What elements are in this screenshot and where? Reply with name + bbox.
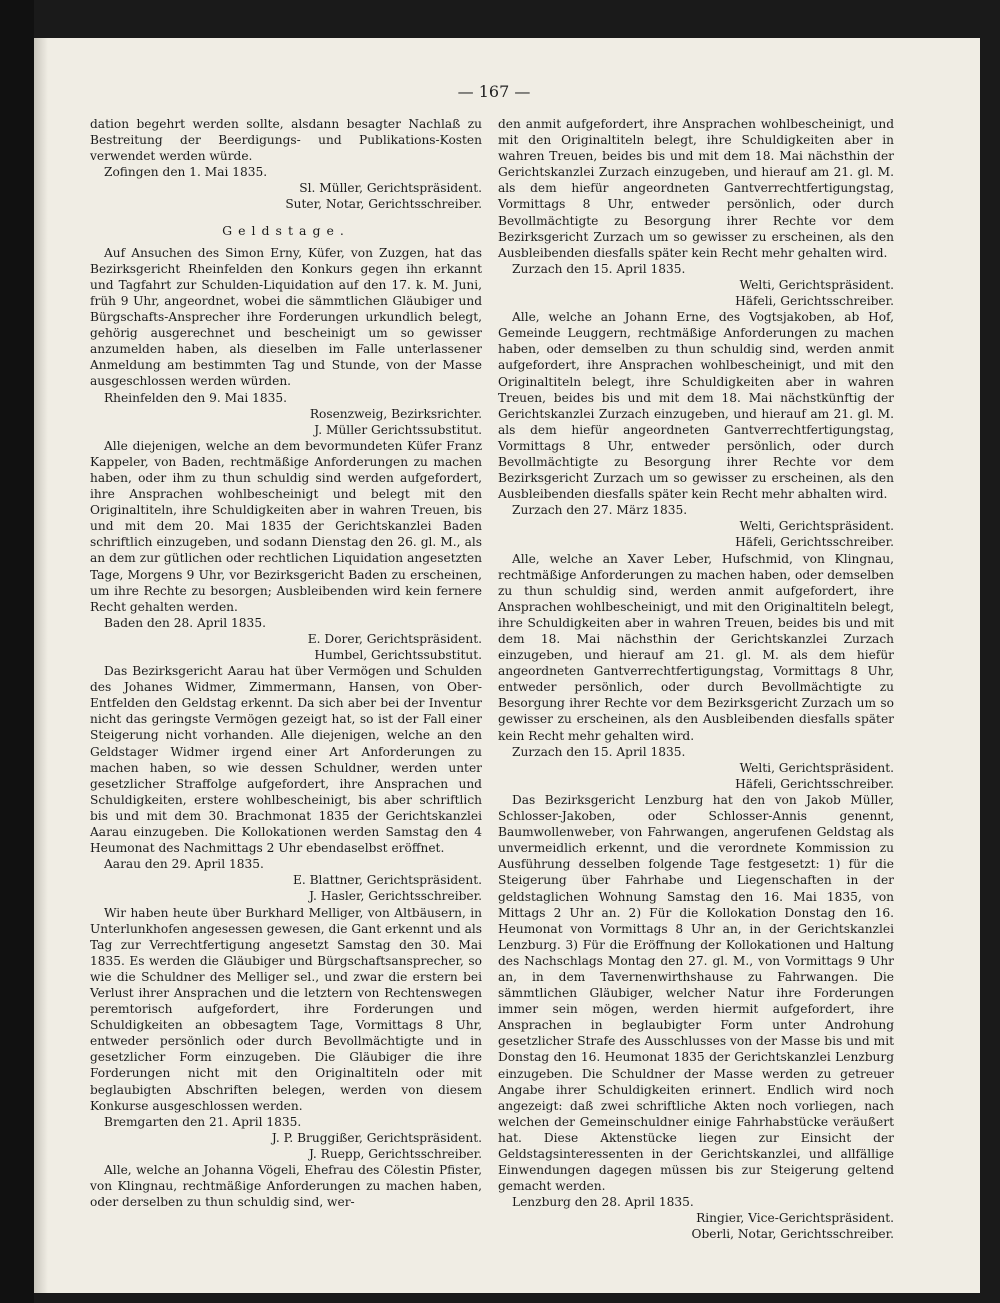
notice-date: Lenzburg den 28. April 1835.: [512, 1195, 694, 1210]
notice-date: Rheinfelden den 9. Mai 1835.: [104, 390, 287, 405]
intro-signature-1: Sl. Müller, Gerichtspräsident.: [299, 181, 482, 196]
notice-signature: Welti, Gerichtspräsident.: [739, 277, 894, 292]
left-column: [90, 116, 482, 1210]
intro-signature-2: Suter, Notar, Gerichtsschreiber.: [285, 197, 482, 212]
notice-signature: Rosenzweig, Bezirksrichter.: [309, 406, 482, 421]
notice-signature: Oberli, Notar, Gerichtsschreiber.: [691, 1227, 894, 1242]
notice-signature: E. Dorer, Gerichtspräsident.: [307, 631, 482, 646]
notice-paragraph: Alle, welche an Johanna Vögeli, Ehefrau des Cölestin Pfister, von Klingnau, rechtmäßige Anforderungen zu machen haben, oder derselben zu thun schuldig sind, wer-: [90, 1163, 482, 1210]
notice-date: Zurzach den 15. April 1835.: [512, 261, 686, 276]
intro-paragraph: dation begehrt werden sollte, alsdann besagter Nachlaß zu Bestreitung der Beerdigungs- und Publikations-Kosten verwendet werden würde.: [90, 117, 482, 164]
intro-date: Zofingen den 1. Mai 1835.: [104, 165, 268, 180]
notice-signature: Ringier, Vice-Gerichtspräsident.: [696, 1211, 894, 1226]
notice-date: Bremgarten den 21. April 1835.: [104, 1114, 302, 1129]
notice-paragraph: den anmit aufgefordert, ihre Ansprachen wohlbescheinigt, und mit den Originaltiteln belegt, ihre Schuldigkeiten aber in wahren Treuen, beides bis und mit dem 18. Mai nächsthin der Gerichtskanzlei Zurzach einzugeben, und hierauf am 21. gl. M. als dem hiefür angeordneten Gantverrechtfertigungstag, Vormittags 8 Uhr, entweder persönlich, oder durch Bevollmächtigte zu Besorgung ihrer Rechte vor dem Bezirksgericht Zurzach um so gewisser zu erscheinen, als den Ausbleibenden diesfalls später kein Recht mehr gehalten wird.: [498, 117, 894, 260]
notice-signature: J. Ruepp, Gerichtsschreiber.: [308, 1146, 482, 1161]
notice-paragraph: Das Bezirksgericht Lenzburg hat den von Jakob Müller, Schlosser-Jakoben, oder Schlosser-Annis genennt, Baumwollenweber, von Fahrwangen, angerufenen Geldstag als unvermeidlich erkennt, und die verordnete Kommission zu Ausführung desselben folgende Tage festgesetzt: 1) für die Steigerung über Fahrhabe und Liegenschaften in der geldstaglichen Wohnung Samstag den 16. Mai 1835, von Mittags 2 Uhr an. 2) Für die Kollokation Donstag den 16. Heumonat von Vormittags 8 Uhr an, in der Gerichtskanzlei Lenzburg. 3) Für die Eröffnung der Kollokationen und Haltung des Nachschlags Montag den 27. gl. M., von Vormittags 9 Uhr an, in dem Tavernenwirthshause zu Fahrwangen. Die sämmtlichen Gläubiger, welcher Natur ihre Forderungen immer sein mögen, werden hiermit aufgefordert, ihre Ansprachen in beglaubigter Form unter Androhung gesetzlicher Strafe des Ausschlusses von der Masse bis und mit Donstag den 16. Heumonat 1835 der Gerichtskanzlei Lenzburg einzugeben. Die Schuldner der Masse werden zu getreuer Angabe ihrer Schuldigkeiten erinnert. Endlich wird noch angezeigt: daß zwei schriftliche Akten noch vorliegen, nach welchen der Gemeinschuldner einige Fahrhabstücke veräußert hat. Diese Aktenstücke liegen zur Einsicht der Geldstagsinteressenten in der Gerichtskanzlei, und allfällige Einwendungen dagegen müssen bis zur Steigerung geltend gemacht werden.: [498, 792, 894, 1194]
notice-paragraph: Wir haben heute über Burkhard Melliger, von Altbäusern, in Unterlunkhofen angesessen gewesen, die Gant erkennt und als Tag zur Verrechtfertigung angesetzt Samstag den 30. Mai 1835. Es werden die Gläubiger und Bürgschaftsansprecher, so wie die Schuldner des Melliger sel., und zwar die erstern bei Verlust ihrer Ansprachen und die letztern von Rechtenswegen peremtorisch aufgefordert, ihre Forderungen und Schuldigkeiten an obbesagtem Tage, Vormittags 8 Uhr, entweder persönlich oder durch Bevollmächtigte und in gesetzlicher Form einzugeben. Die Gläubiger die ihre Forderungen nicht mit den Originaltiteln oder mit beglaubigten Abschriften belegen, werden von diesem Konkurse ausgeschlossen werden.: [90, 905, 482, 1113]
notice-date: Baden den 28. April 1835.: [104, 615, 266, 630]
scan-background: [0, 0, 34, 1303]
right-column: [498, 116, 894, 1243]
section-heading: Geldstage.: [222, 222, 350, 238]
notice-signature: Humbel, Gerichtssubstitut.: [314, 648, 482, 662]
page-fold-shadow: [34, 38, 48, 1293]
notice-date: Zurzach den 27. März 1835.: [512, 503, 688, 518]
notice-paragraph: Das Bezirksgericht Aarau hat über Vermögen und Schulden des Johanes Widmer, Zimmermann, Hansen, von Ober-Entfelden den Geldstag erkennt. Da sich aber bei der Inventur nicht das geringste Vermögen gezeigt hat, so ist der Fall einer Steigerung nicht vorhanden. Alle diejenigen, welche an den Geldstager Widmer irgend einer Art Anforderungen zu machen haben, so wie dessen Schuldner, werden unter gesetzlicher Straffolge aufgefordert, ihre Ansprachen und Schuldigkeiten, erstere wohlbescheinigt, bis aber schriftlich bis und mit dem 30. Brachmonat 1835 der Gerichtskanzlei Aarau einzugeben. Die Kollokationen werden Samstag den 4 Heumonat des Nachmittags 2 Uhr ebendaselbst eröffnet.: [90, 664, 482, 856]
notice-signature: Welti, Gerichtspräsident.: [739, 760, 894, 775]
newspaper-page: [34, 38, 980, 1293]
notice-paragraph: Alle, welche an Xaver Leber, Hufschmid, von Klingnau, rechtmäßige Anforderungen zu machen haben, oder demselben zu thun schuldig sind, werden anmit aufgefordert, ihre Ansprachen wohlbescheinigt, und mit den Originaltiteln belegt, ihre Schuldigkeiten aber in wahren Treuen, beides bis und mit dem 18. Mai nächsthin der Gerichtskanzlei Zurzach einzugeben, und hierauf am 21. gl. M. als dem hiefür angeordneten Gantverrechtfertigungstag, Vormittags 8 Uhr, entweder persönlich, oder durch Bevollmächtigte zu Besorgung ihrer Rechte vor dem Bezirksgericht Zurzach um so gewisser zu erscheinen, als den Ausbleibenden diesfalls später kein Recht mehr gehalten wird.: [498, 551, 894, 743]
page-number: — 167 —: [457, 82, 531, 101]
notice-signature: Häfeli, Gerichtsschreiber.: [735, 776, 894, 791]
notice-signature: J. Hasler, Gerichtsschreiber.: [309, 889, 482, 904]
notice-date: Zurzach den 15. April 1835.: [512, 744, 686, 759]
notice-signature: E. Blattner, Gerichtspräsident.: [292, 873, 482, 888]
notice-signature: Häfeli, Gerichtsschreiber.: [735, 535, 894, 550]
notice-signature: Welti, Gerichtspräsident.: [739, 519, 894, 534]
notice-signature: J. Müller Gerichtssubstitut.: [314, 422, 482, 437]
notice-paragraph: Auf Ansuchen des Simon Erny, Küfer, von Zuzgen, hat das Bezirksgericht Rheinfelden den Konkurs gegen ihn erkannt und Tagfahrt zur Schulden-Liquidation auf den 17. k. M. Juni, früh 9 Uhr, angeordnet, wobei die sämmtlichen Gläubiger und Bürgschafts-Ansprecher ihre Forderungen urkundlich belegt, gehörig ausgerechnet und bescheinigt um so gewisser anzumelden haben, als dieselben im Falle unterlassener Anmeldung am bestimmten Tag und Stunde, von der Masse ausgeschlossen werden würden.: [90, 245, 482, 389]
notice-signature: Häfeli, Gerichtsschreiber.: [735, 294, 894, 309]
notice-paragraph: Alle, welche an Johann Erne, des Vogtsjakoben, ab Hof, Gemeinde Leuggern, rechtmäßige Anforderungen zu machen haben, oder demselben zu thun schuldig sind, werden anmit aufgefordert, ihre Ansprachen wohlbescheinigt, und mit den Originaltiteln belegt, ihre Schuldigkeiten aber in wahren Treuen, beides bis und mit dem 18. Mai nächstkünftig der Gerichtskanzlei Zurzach einzugeben, und hierauf am 21. gl. M. als dem hiefür angeordneten Gantverrechtfertigungstag, Vormittags 8 Uhr, entweder persönlich, oder durch Bevollmächtigte zu Besorgung ihrer Rechte vor dem Bezirksgericht Zurzach um so gewisser zu erscheinen, als den Ausbleibenden diesfalls später kein Recht mehr abhalten wird.: [498, 310, 894, 502]
notice-signature: J. P. Bruggißer, Gerichtspräsident.: [271, 1130, 482, 1145]
notice-date: Aarau den 29. April 1835.: [104, 857, 264, 872]
notice-paragraph: Alle diejenigen, welche an dem bevormundeten Küfer Franz Kappeler, von Baden, rechtmäßige Anforderungen zu machen haben, oder ihm zu thun schuldig sind werden aufgefordert, ihre Ansprachen wohlbescheinigt und belegt mit den Originaltiteln, ihre Schuldigkeiten aber in wahren Treuen, bis und mit dem 20. Mai 1835 der Gerichtskanzlei Baden schriftlich einzugeben, und sodann Dienstag den 26. gl. M., als an dem zur gütlichen oder rechtlichen Liquidation angesetzten Tage, Morgens 9 Uhr, vor Bezirksgericht Baden zu erscheinen, um ihre Rechte zu besorgen; Ausbleibenden wird kein fernere Recht gehalten werden.: [90, 438, 482, 614]
